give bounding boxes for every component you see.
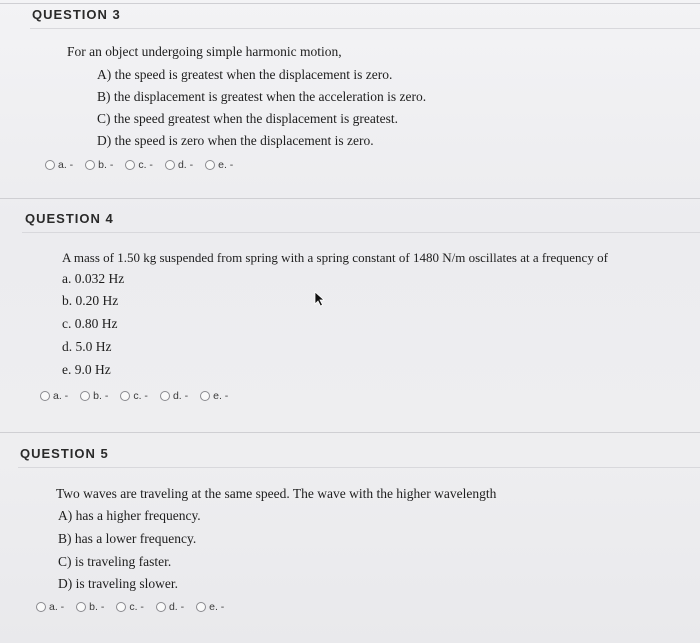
question-5-option-c: C) is traveling faster.	[58, 554, 172, 569]
question-3-option-d: D) the speed is zero when the displacement is zero.	[97, 133, 374, 148]
question-4-choice-b[interactable]: b. -	[80, 390, 108, 402]
question-5-top-divider	[0, 432, 700, 433]
radio-button-icon[interactable]	[85, 160, 95, 170]
question-4-option-a: a. 0.032 Hz	[62, 271, 125, 286]
radio-button-icon[interactable]	[205, 160, 215, 170]
radio-button-icon[interactable]	[45, 160, 55, 170]
question-5-header: QUESTION 5	[20, 446, 109, 461]
radio-button-icon[interactable]	[36, 602, 46, 612]
question-4-option-c: c. 0.80 Hz	[62, 316, 118, 331]
question-5-answer-choices	[36, 601, 236, 613]
question-4-option-e: e. 9.0 Hz	[62, 362, 111, 377]
question-5-option-b: B) has a lower frequency.	[58, 531, 197, 546]
radio-button-icon[interactable]	[165, 160, 175, 170]
question-3-choice-d[interactable]: d. -	[165, 159, 193, 171]
question-4-divider	[22, 232, 700, 233]
question-3-header: QUESTION 3	[32, 7, 121, 22]
question-5-choice-e[interactable]: e. -	[196, 601, 224, 613]
question-4-option-d: d. 5.0 Hz	[62, 339, 112, 354]
question-3-option-b: B) the displacement is greatest when the acceleration is zero.	[97, 89, 427, 104]
question-5-choice-b[interactable]: b. -	[76, 601, 104, 613]
top-divider	[0, 3, 700, 4]
question-4-choice-d[interactable]: d. -	[160, 390, 188, 402]
question-4-choice-c[interactable]: c. -	[120, 390, 148, 402]
question-3-choice-e[interactable]: e. -	[205, 159, 233, 171]
radio-button-icon[interactable]	[196, 602, 206, 612]
radio-button-icon[interactable]	[116, 602, 126, 612]
question-5-option-d: D) is traveling slower.	[58, 576, 178, 591]
radio-button-icon[interactable]	[76, 602, 86, 612]
question-3-divider	[30, 28, 700, 29]
mouse-pointer-icon	[314, 291, 326, 307]
question-3-stem: For an object undergoing simple harmonic motion,	[67, 44, 342, 59]
question-5-option-a: A) has a higher frequency.	[58, 508, 201, 523]
question-4-choice-e[interactable]: e. -	[200, 390, 228, 402]
question-3-choice-c[interactable]: c. -	[125, 159, 153, 171]
question-4-option-b: b. 0.20 Hz	[62, 293, 119, 308]
question-4-header: QUESTION 4	[25, 211, 114, 226]
question-5-choice-d[interactable]: d. -	[156, 601, 184, 613]
question-5-choice-a[interactable]: a. -	[36, 601, 64, 613]
radio-button-icon[interactable]	[160, 391, 170, 401]
question-3-choice-b[interactable]: b. -	[85, 159, 113, 171]
question-5-stem: Two waves are traveling at the same speed. The wave with the higher wavelength	[56, 486, 497, 501]
radio-button-icon[interactable]	[40, 391, 50, 401]
question-3-choice-a[interactable]: a. -	[45, 159, 73, 171]
question-3-answer-choices	[45, 159, 245, 171]
radio-button-icon[interactable]	[156, 602, 166, 612]
question-4-answer-choices	[40, 390, 240, 402]
question-4-top-divider	[0, 198, 700, 199]
question-3-option-c: C) the speed greatest when the displacement is greatest.	[97, 111, 399, 126]
question-4-choice-a[interactable]: a. -	[40, 390, 68, 402]
question-5-divider	[18, 467, 700, 468]
question-5-choice-c[interactable]: c. -	[116, 601, 144, 613]
question-3-option-a: A) the speed is greatest when the displacement is zero.	[97, 67, 393, 82]
radio-button-icon[interactable]	[80, 391, 90, 401]
radio-button-icon[interactable]	[120, 391, 130, 401]
radio-button-icon[interactable]	[200, 391, 210, 401]
radio-button-icon[interactable]	[125, 160, 135, 170]
question-4-stem: A mass of 1.50 kg suspended from spring with a spring constant of 1480 N/m oscillates at a frequency of	[62, 250, 608, 265]
